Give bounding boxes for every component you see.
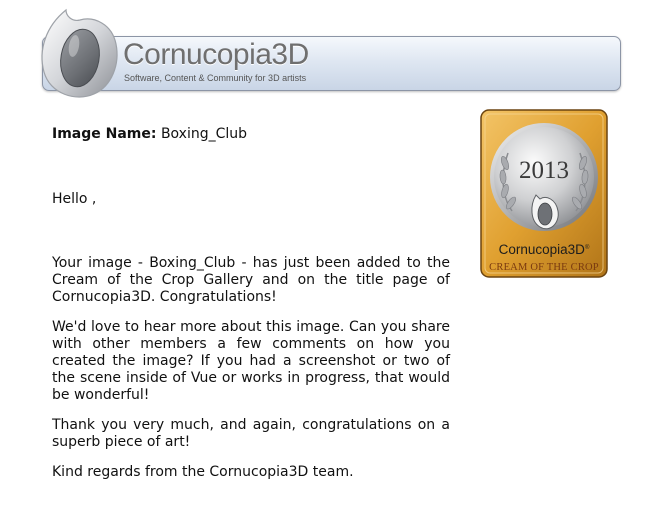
award-year: 2013 <box>519 157 569 184</box>
award-trademark: ® <box>584 245 590 251</box>
brand-tagline: Software, Content & Community for 3D artists <box>124 73 307 83</box>
image-name-line <box>52 126 450 143</box>
cornucopia-logo-icon <box>36 8 122 102</box>
paragraph-signoff: Kind regards from the Cornucopia3D team. <box>52 464 354 480</box>
brand-name: Cornucopia3D <box>123 38 309 71</box>
email-body <box>52 126 450 481</box>
image-name-label: Image Name: <box>52 126 157 142</box>
award-brand <box>499 242 590 257</box>
paragraph-request: We'd love to hear more about this image. Can you share with other members a few comments on how you created the image? If you had a screenshot or two of the scene inside of Vue or works in progress, that would be wonderful! <box>52 319 450 403</box>
paragraph-announcement: Your image - Boxing_Club - has just been added to the Cream of the Crop Gallery and on the title page of Cornucopia3D. Congratulations! <box>52 255 450 305</box>
award-brand-name: Cornucopia3D <box>498 242 585 257</box>
award-title: Cream of the Crop <box>489 262 599 273</box>
image-name-value: Boxing_Club <box>160 126 248 142</box>
paragraph-thanks: Thank you very much, and again, congratulations on a superb piece of art! <box>52 417 450 450</box>
cream-of-the-crop-award <box>480 109 608 278</box>
greeting: Hello , <box>52 191 97 207</box>
